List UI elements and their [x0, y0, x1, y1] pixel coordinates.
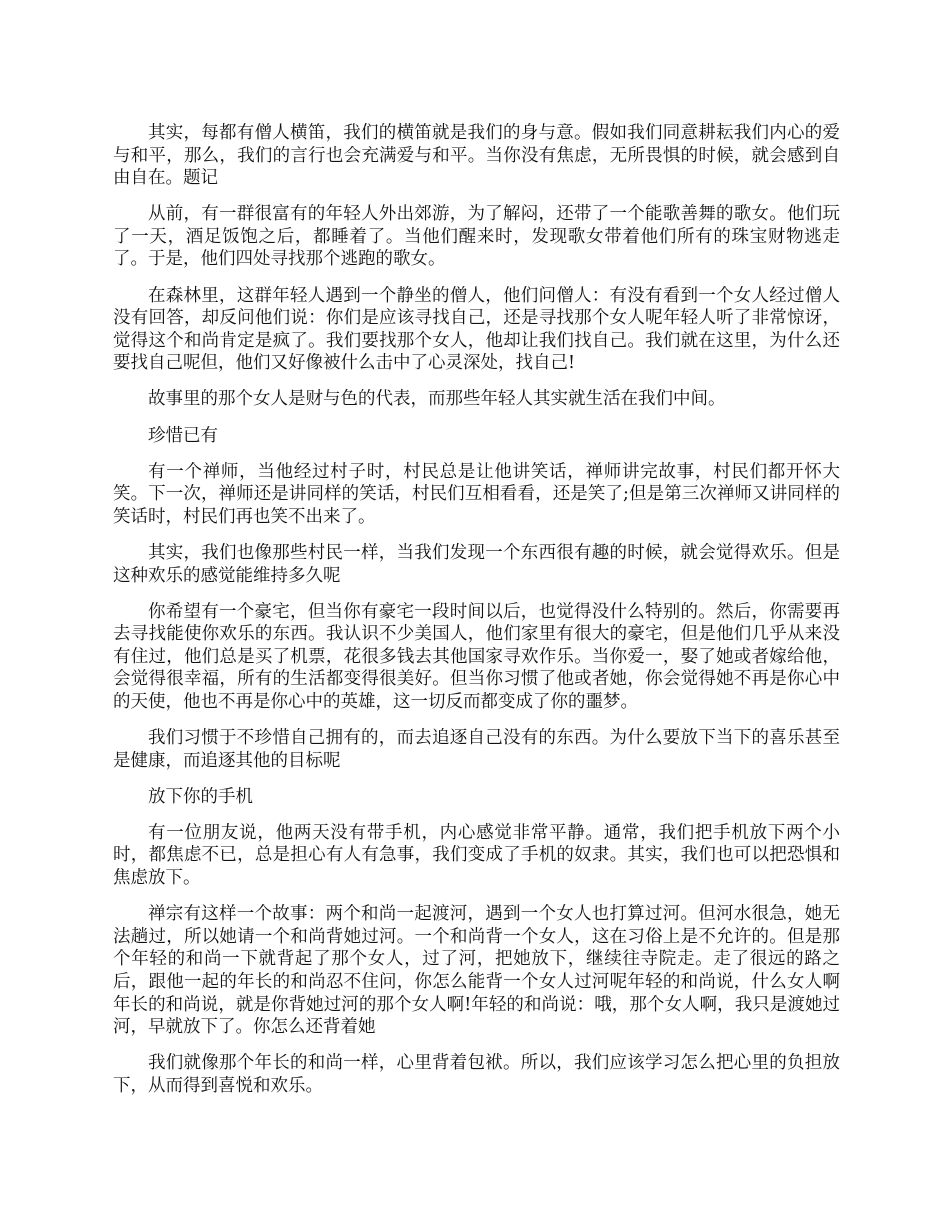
paragraph-mansion: 你希望有一个豪宅，但当你有豪宅一段时间以后，也觉得没什么特别的。然后，你需要再去寻找能使你欢乐的东西。我认识不少美国人，他们家里有很大的豪宅，但是他们几乎从来没有住过，他们总是买了机票，花很多钱去其他国家寻欢作乐。当你爱一，娶了她或者嫁给他，会觉得很幸福，所有的生活都变得很美好。但当你习惯了他或者她，你会觉得她不再是你心中的天使，他也不再是你心中的英雄，这一切反而都变成了你的噩梦。 [113, 601, 840, 712]
paragraph-habit: 我们习惯于不珍惜自己拥有的，而去追逐自己没有的东西。为什么要放下当下的喜乐甚至是健康，而追逐其他的目标呢 [113, 728, 840, 771]
paragraph-epigraph: 其实，每都有僧人横笛，我们的横笛就是我们的身与意。假如我们同意耕耘我们内心的爱与和平，那么，我们的言行也会充满爱与和平。当你没有焦虑，无所畏惧的时候，就会感到自由自在。题记 [113, 123, 840, 189]
paragraph-phone-friend: 有一位朋友说，他两天没有带手机，内心感觉非常平静。通常，我们把手机放下两个小时，都焦虑不已，总是担心有人有急事，我们变成了手机的奴隶。其实，我们也可以把恐惧和焦虑放下。 [113, 822, 840, 889]
paragraph-story-monk: 在森林里，这群年轻人遇到一个静坐的僧人，他们问僧人：有没有看到一个女人经过僧人没有回答，却反问他们说：你们是应该寻找自己，还是寻找那个女人呢年轻人听了非常惊讶，觉得这个和尚肯定是疯了。我们要找那个女人，他却让我们找自己。我们就在这里，为什么还要找自己呢但，他们又好像被什么击中了心灵深处，找自己! [113, 285, 840, 374]
paragraph-story-meaning: 故事里的那个女人是财与色的代表，而那些年轻人其实就生活在我们中间。 [148, 389, 726, 410]
paragraph-two-monks: 禅宗有这样一个故事：两个和尚一起渡河，遇到一个女人也打算过河。但河水很急，她无法趟过，所以她请一个和尚背她过河。一个和尚背一个女人，这在习俗上是不允许的。但是那个年轻的和尚一下就背起了那个女人，过了河，把她放下，继续往寺院走。走了很远的路之后，跟他一起的年长的和尚忍不住问，你怎么能背一个女人过河呢年轻的和尚说，什么女人啊年长的和尚说，就是你背她过河的那个女人啊!年轻的和尚说：哦，那个女人啊，我只是渡她过河，早就放下了。你怎么还背着她 [113, 904, 840, 1038]
section-heading-phone: 放下你的手机 [148, 786, 253, 807]
document-page [113, 122, 840, 1111]
paragraph-villagers: 其实，我们也像那些村民一样，当我们发现一个东西很有趣的时候，就会觉得欢乐。但是这种欢乐的感觉能维持多久呢 [113, 542, 840, 586]
paragraph-conclusion: 我们就像那个年长的和尚一样，心里背着包袱。所以，我们应该学习怎么把心里的负担放下，从而得到喜悦和欢乐。 [113, 1053, 840, 1096]
paragraph-zen-master-jokes: 有一个禅师，当他经过村子时，村民总是让他讲笑话，禅师讲完故事，村民们都开怀大笑。下一次，禅师还是讲同样的笑话，村民们互相看看，还是笑了;但是第三次禅师又讲同样的笑话时，村民们再也笑不出来了。 [113, 461, 840, 527]
section-heading-cherish: 珍惜已有 [148, 425, 218, 446]
paragraph-story-intro: 从前，有一群很富有的年轻人外出郊游，为了解闷，还带了一个能歌善舞的歌女。他们玩了一天，酒足饭饱之后，都睡着了。当他们醒来时，发现歌女带着他们所有的珠宝财物逃走了。于是，他们四处寻找那个逃跑的歌女。 [113, 204, 840, 270]
